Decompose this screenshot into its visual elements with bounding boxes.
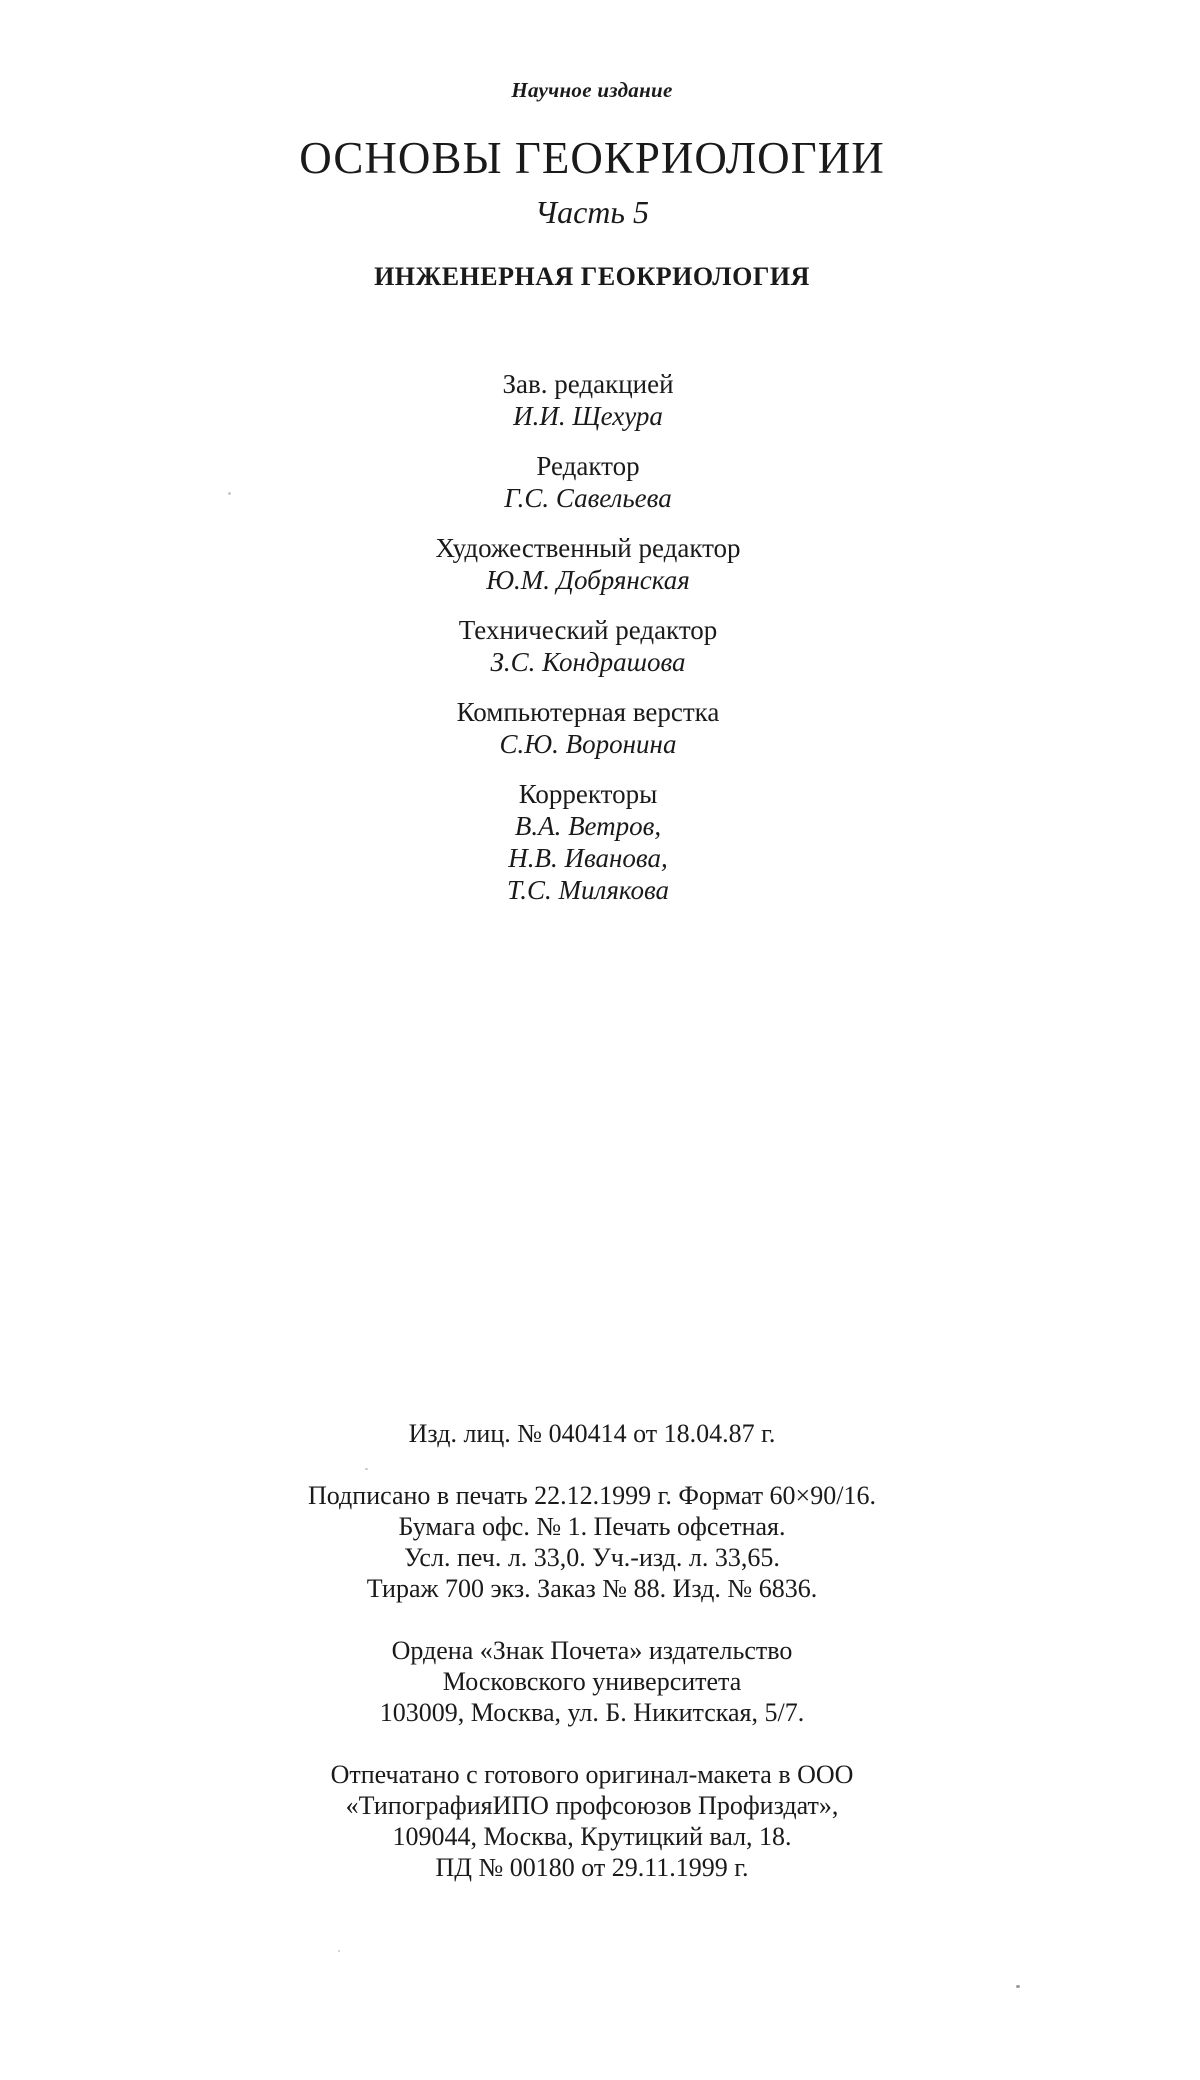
imprint-line: Московского университета (442, 1667, 742, 1696)
staff-head-of-editorial (0, 368, 1188, 432)
imprint-line: Подписано в печать 22.12.1999 г. Формат 60×90/16. (308, 1481, 876, 1510)
print-details (0, 1480, 1192, 1604)
staff-role: Редактор (536, 451, 640, 481)
scan-speck (365, 1468, 368, 1470)
imprint-line: ПД № 00180 от 29.11.1999 г. (435, 1853, 749, 1882)
staff-role: Технический редактор (458, 615, 718, 645)
imprint-line: 109044, Москва, Крутицкий вал, 18. (392, 1822, 792, 1851)
imprint (0, 1418, 1192, 1914)
imprint-line: 103009, Москва, ул. Б. Никитская, 5/7. (379, 1698, 805, 1727)
printer-info (0, 1759, 1192, 1883)
staff-technical-editor (0, 614, 1188, 678)
edition-type: Научное издание (511, 78, 673, 102)
imprint-line: Ордена «Знак Почета» издательство (391, 1636, 793, 1665)
book-title: ОСНОВЫ ГЕОКРИОЛОГИИ (299, 133, 885, 183)
staff-role: Корректоры (518, 779, 658, 809)
scan-speck (228, 492, 231, 495)
imprint-line: Бумага офс. № 1. Печать офсетная. (398, 1512, 786, 1541)
staff-role: Компьютерная верстка (456, 697, 720, 727)
staff-name: Н.В. Иванова, (508, 843, 668, 873)
staff-name: З.С. Кондрашова (490, 647, 686, 677)
imprint-line: Изд. лиц. № 040414 от 18.04.87 г. (408, 1419, 776, 1448)
part-number: Часть 5 (535, 194, 649, 230)
imprint-line: Тираж 700 экз. Заказ № 88. Изд. № 6836. (366, 1574, 818, 1603)
imprint-line: Отпечатано с готового оригинал-макета в ООО (330, 1760, 854, 1789)
license-line (0, 1418, 1192, 1449)
staff-art-editor (0, 532, 1188, 596)
staff-editor (0, 450, 1188, 514)
staff-role: Художественный редактор (435, 533, 741, 563)
staff-name: И.И. Щехура (513, 401, 663, 431)
staff-name: В.А. Ветров, (514, 811, 662, 841)
scan-speck (338, 1950, 340, 1952)
staff-name: Т.С. Милякова (506, 875, 670, 905)
scan-speck (1016, 1985, 1020, 1988)
staff-name: Г.С. Савельева (504, 483, 672, 513)
imprint-line: Усл. печ. л. 33,0. Уч.-изд. л. 33,65. (404, 1543, 780, 1572)
staff-name: Ю.М. Добрянская (486, 565, 690, 595)
imprint-line: «ТипографияИПО профсоюзов Профиздат», (345, 1791, 839, 1820)
publisher-info (0, 1635, 1192, 1728)
staff-role: Зав. редакцией (502, 369, 674, 399)
staff-layout (0, 696, 1188, 760)
editorial-staff (0, 368, 1188, 924)
book-subtitle: ИНЖЕНЕРНАЯ ГЕОКРИОЛОГИЯ (374, 262, 810, 291)
staff-proofreaders (0, 778, 1188, 906)
staff-name: С.Ю. Воронина (499, 729, 677, 759)
